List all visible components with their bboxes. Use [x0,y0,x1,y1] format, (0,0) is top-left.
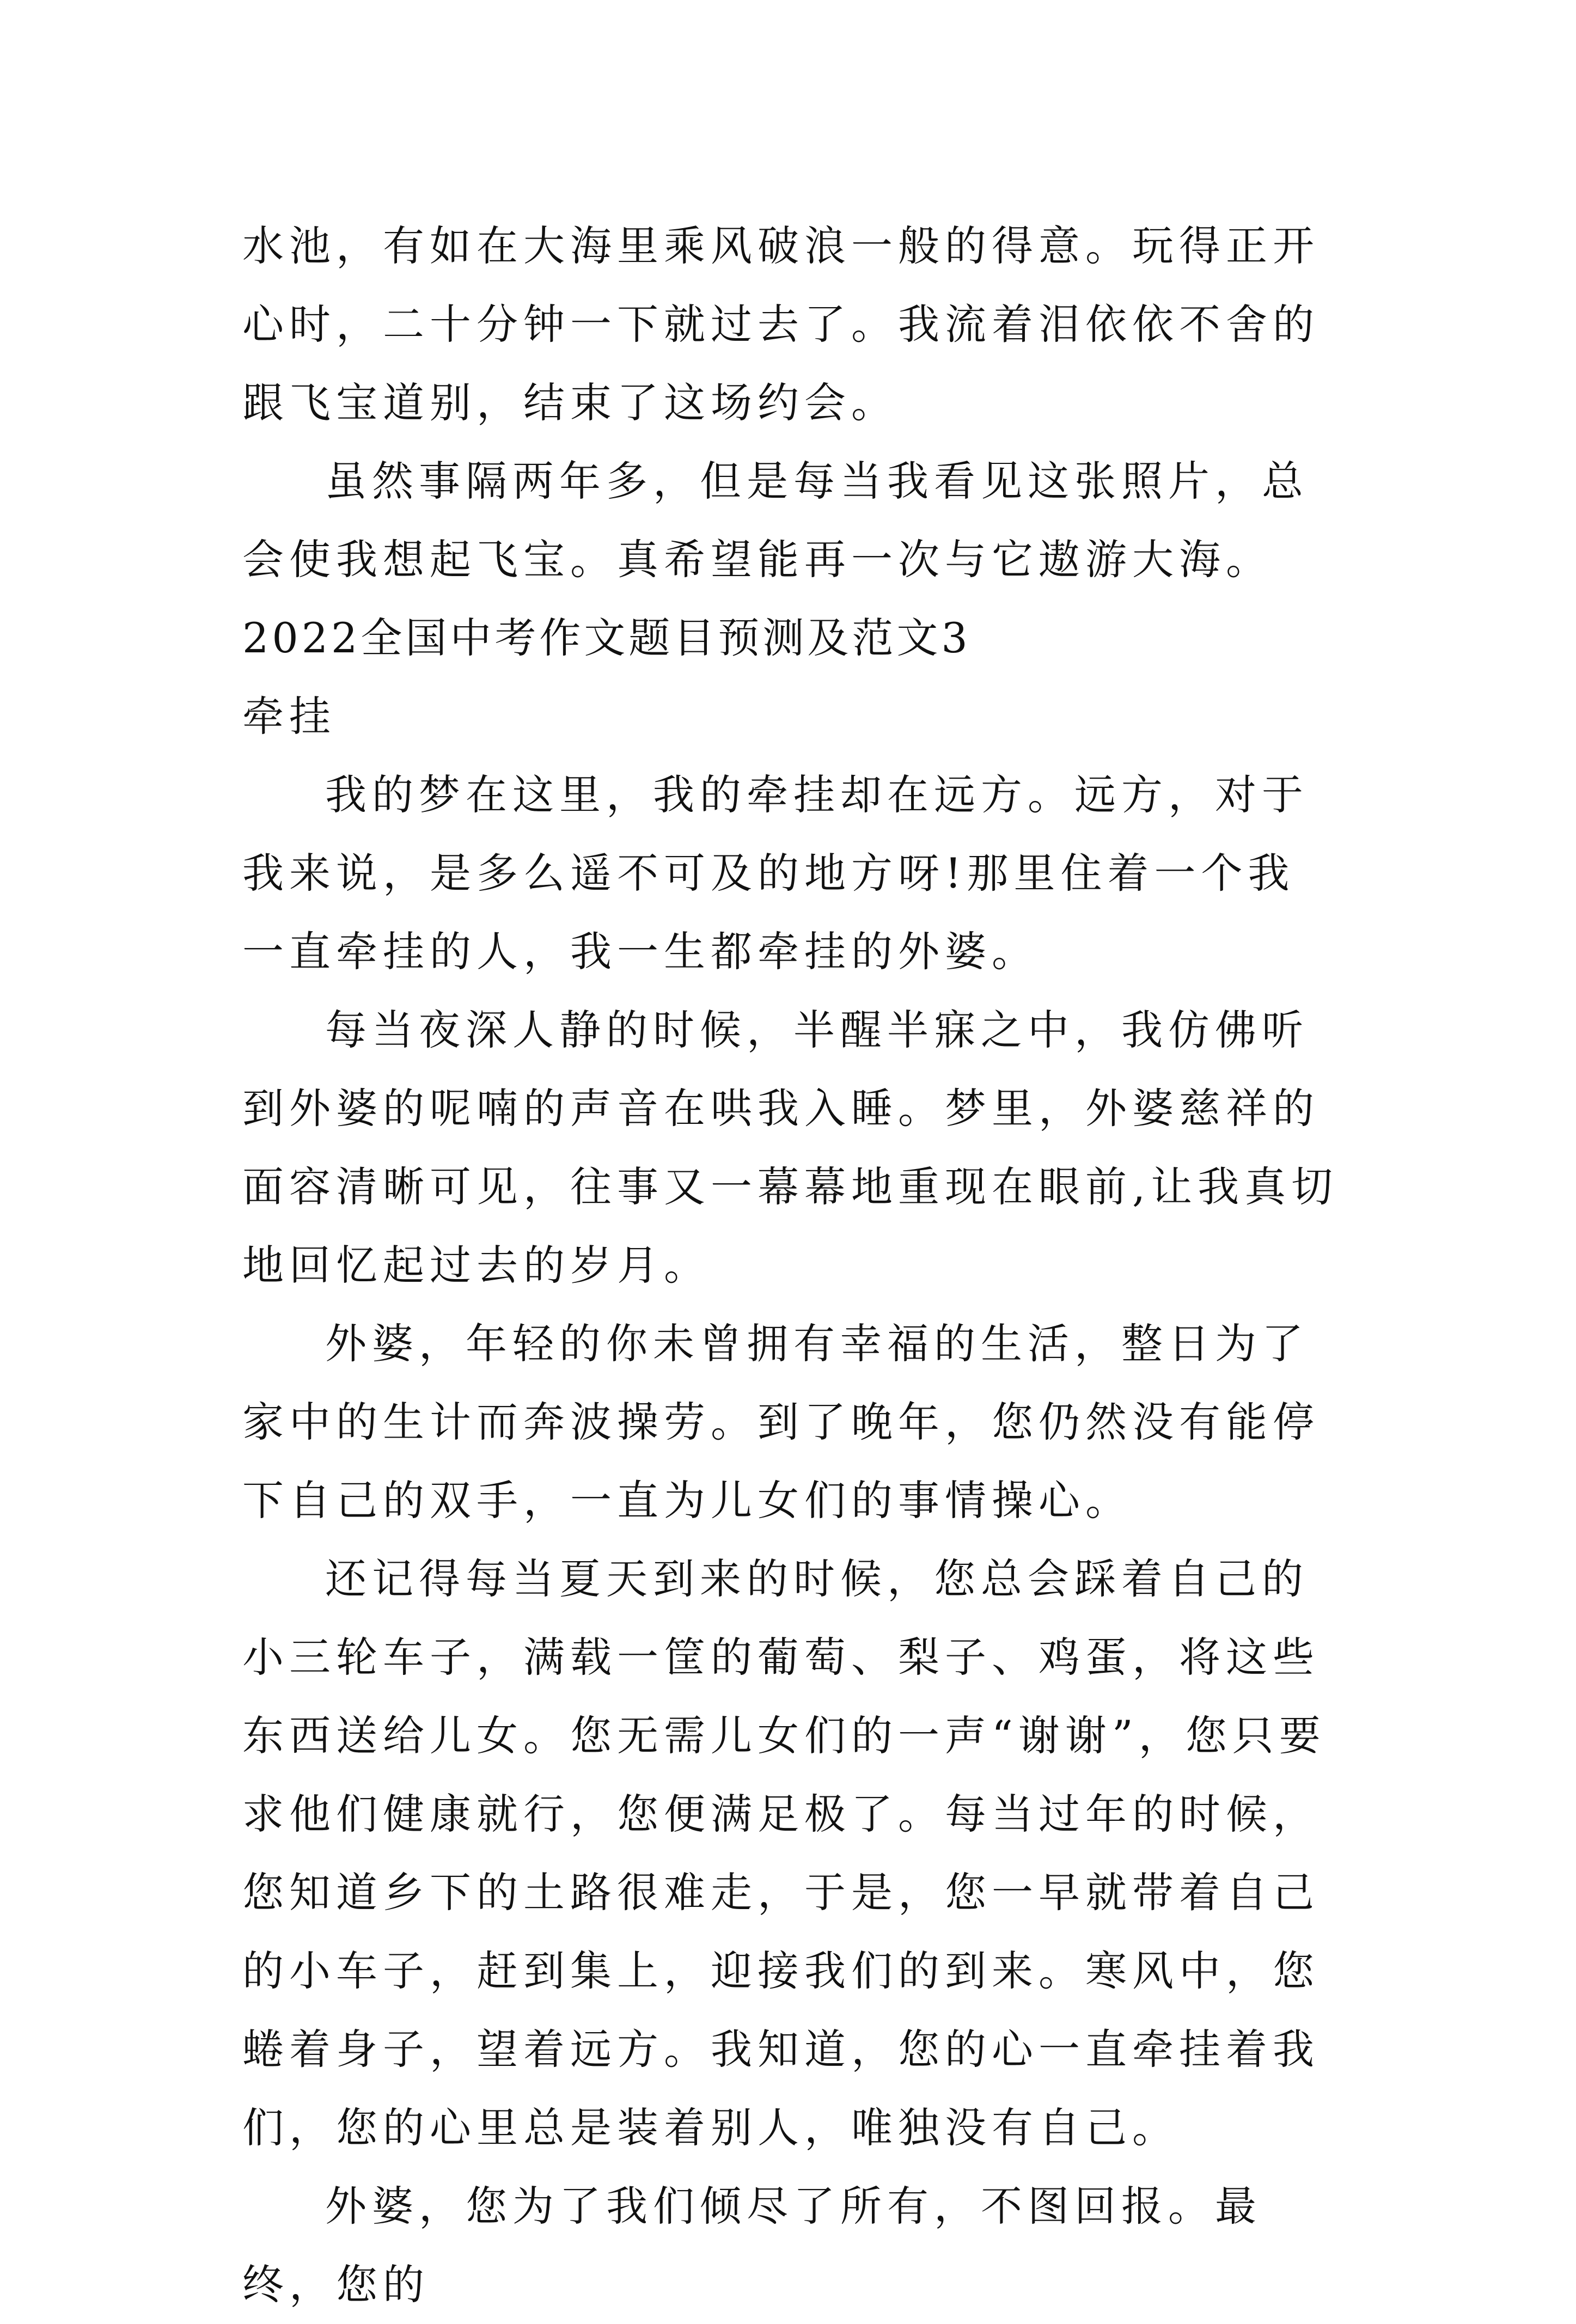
paragraph: 还记得每当夏天到来的时候，您总会踩着自己的小三轮车子，满载一筐的葡萄、梨子、鸡蛋，将这些东西送给儿女。您无需儿女们的一声“谢谢”，您只要求他们健康就行，您便满足极了。每当过年的时候，您知道乡下的土路很难走，于是，您一早就带着自己的小车子，赶到集上，迎接我们的到来。寒风中，您蜷着身子，望着远方。我知道，您的心一直牵挂着我们，您的心里总是装着别人，唯独没有自己。 [242,1555,1326,2152]
section-heading: 2022全国中考作文题目预测及范文3 [242,614,971,662]
paragraph: 每当夜深人静的时候，半醒半寐之中，我仿佛听到外婆的呢喃的声音在哄我入睡。梦里，外婆慈祥的面容清晰可见，往事又一幕幕地重现在眼前,让我真切地回忆起过去的岁月。 [242,1006,1339,1289]
essay-text-block [242,207,1340,2324]
paragraph: 我的梦在这里，我的牵挂却在远方。远方，对于我来说，是多么遥不可及的地方呀!那里住着一个我一直牵挂的人，我一生都牵挂的外婆。 [242,770,1309,976]
essay-title: 牵挂 [242,692,336,741]
paragraph-continuation: 水池，有如在大海里乘风破浪一般的得意。玩得正开心时，二十分钟一下就过去了。我流着泪依依不舍的跟飞宝道别，结束了这场约会。 [242,222,1320,427]
paragraph: 虽然事隔两年多，但是每当我看见这张照片，总会使我想起飞宝。真希望能再一次与它遨游大海。 [242,457,1309,584]
paragraph: 外婆，您为了我们倾尽了所有，不图回报。最终，您的 [242,2182,1262,2309]
paragraph: 外婆，年轻的你未曾拥有幸福的生活，整日为了家中的生计而奔波操劳。到了晚年，您仍然没有能停下自己的双手，一直为儿女们的事情操心。 [242,1319,1320,1525]
